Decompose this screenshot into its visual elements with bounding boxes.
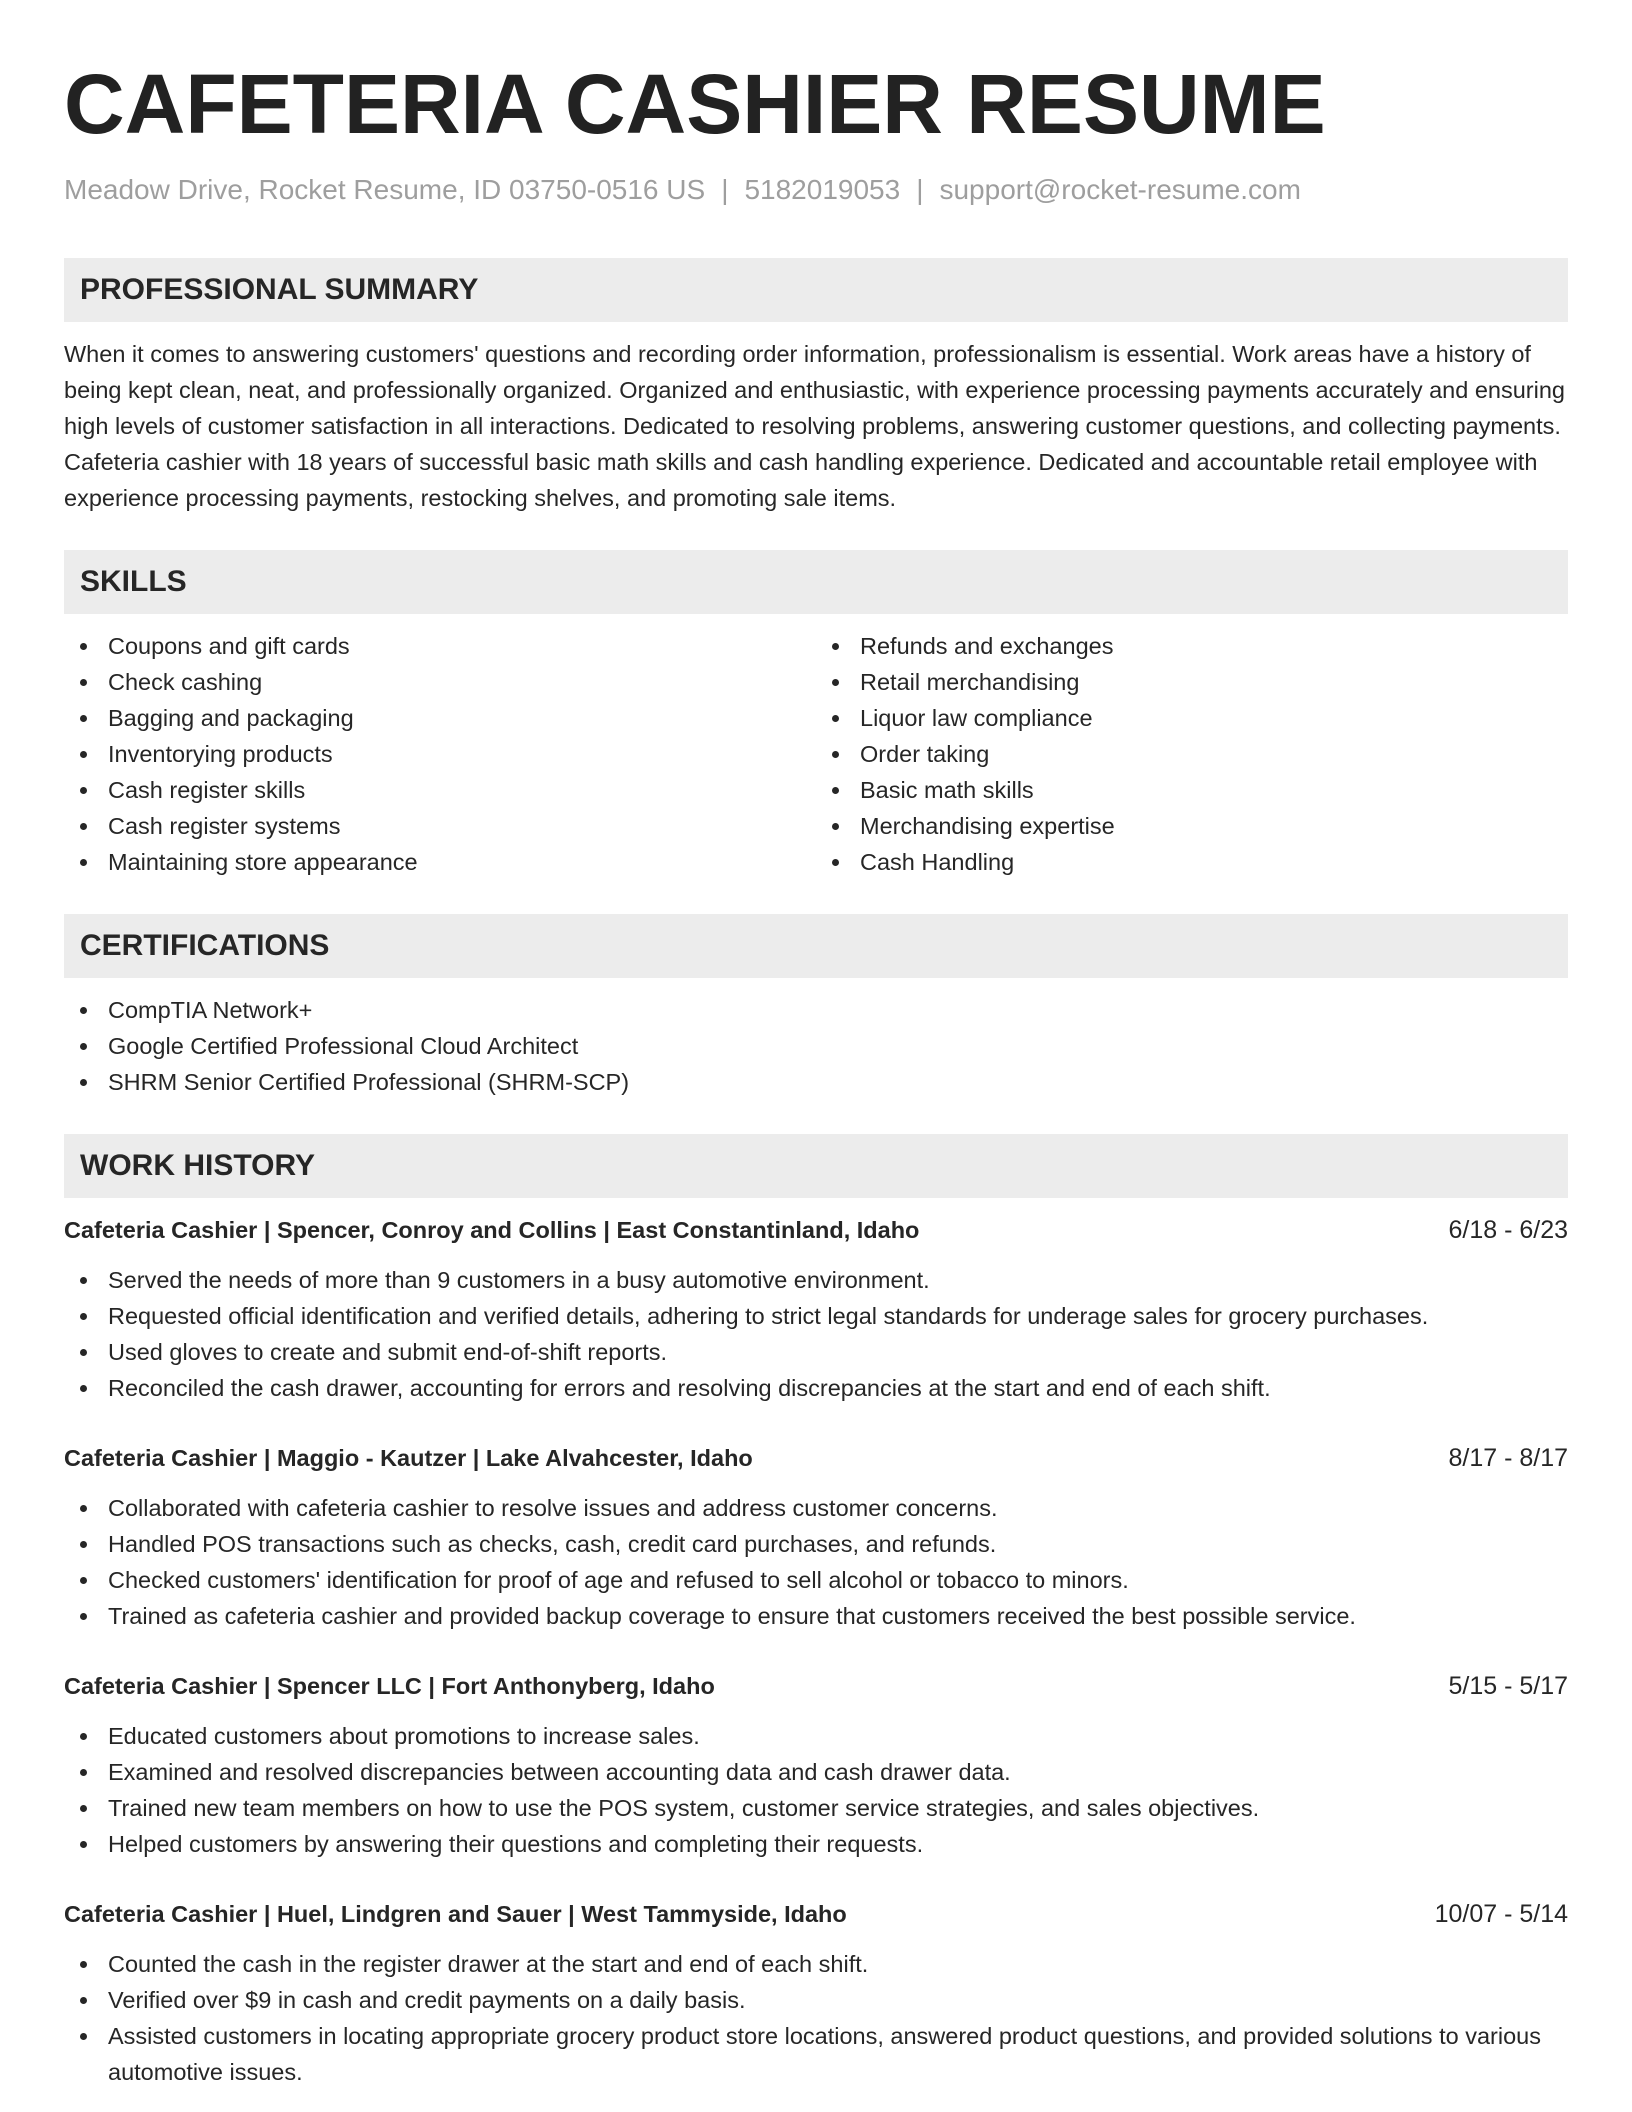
certification-label: Google Certified Professional Cloud Architect: [108, 1033, 579, 1059]
certification-label: SHRM Senior Certified Professional (SHRM-SCP): [108, 1069, 630, 1095]
bullet-icon: [80, 2033, 87, 2040]
skill-label: Merchandising expertise: [860, 813, 1115, 839]
work-history-heading: WORK HISTORY: [64, 1134, 1568, 1198]
contact-phone: 5182019053: [744, 174, 901, 205]
list-item: [64, 700, 816, 736]
bullet-icon: [832, 859, 839, 866]
job-bullet-text: Examined and resolved discrepancies between accounting data and cash drawer data.: [108, 1759, 1011, 1785]
list-item: [64, 1298, 1568, 1334]
bullet-icon: [832, 643, 839, 650]
bullet-icon: [80, 1613, 87, 1620]
list-item: [816, 736, 1568, 772]
list-item: [64, 1790, 1568, 1826]
list-item: [64, 736, 816, 772]
skills-heading: SKILLS: [64, 550, 1568, 614]
bullet-icon: [80, 1841, 87, 1848]
list-item: [64, 1946, 1568, 1982]
skills-list: [64, 628, 1568, 880]
job-bullets: [64, 1490, 1568, 1634]
job-entry: [64, 1212, 1568, 1406]
list-item: [64, 1490, 1568, 1526]
certifications-list: [64, 992, 1568, 1100]
job-dates: 5/15 - 5/17: [1448, 1672, 1568, 1700]
contact-separator: |: [916, 174, 924, 205]
list-item: [64, 1526, 1568, 1562]
job-title: Cafeteria Cashier | Maggio - Kautzer | Lake Alvahcester, Idaho: [64, 1445, 753, 1471]
summary-heading: PROFESSIONAL SUMMARY: [64, 258, 1568, 322]
skill-label: Check cashing: [108, 669, 263, 695]
job-dates: 6/18 - 6/23: [1448, 1216, 1568, 1244]
bullet-icon: [80, 643, 87, 650]
bullet-icon: [80, 1349, 87, 1356]
list-item: [64, 1598, 1568, 1634]
list-item: [816, 664, 1568, 700]
job-entry: [64, 1440, 1568, 1634]
list-item: [64, 1334, 1568, 1370]
job-bullet-text: Collaborated with cafeteria cashier to resolve issues and address customer concerns.: [108, 1495, 998, 1521]
bullet-icon: [80, 1577, 87, 1584]
list-item: [64, 664, 816, 700]
certification-label: CompTIA Network+: [108, 997, 313, 1023]
job-bullet-text: Requested official identification and verified details, adhering to strict legal standards for underage sales for grocery purchases.: [108, 1303, 1429, 1329]
bullet-icon: [80, 1043, 87, 1050]
job-bullet-text: Trained as cafeteria cashier and provided backup coverage to ensure that customers received the best possible service.: [108, 1603, 1356, 1629]
list-item: [64, 1370, 1568, 1406]
list-item: [64, 844, 816, 880]
skill-label: Bagging and packaging: [108, 705, 354, 731]
bullet-icon: [80, 715, 87, 722]
skill-label: Cash Handling: [860, 849, 1015, 875]
bullet-icon: [80, 751, 87, 758]
bullet-icon: [80, 1769, 87, 1776]
job-header: [64, 1440, 1568, 1476]
list-item: [64, 772, 816, 808]
list-item: [816, 628, 1568, 664]
job-bullet-text: Educated customers about promotions to increase sales.: [108, 1723, 700, 1749]
job-header: [64, 1668, 1568, 1704]
skill-label: Basic math skills: [860, 777, 1034, 803]
job-bullet-text: Used gloves to create and submit end-of-shift reports.: [108, 1339, 668, 1365]
job-bullets: [64, 1718, 1568, 1862]
list-item: [64, 1562, 1568, 1598]
skill-label: Order taking: [860, 741, 990, 767]
bullet-icon: [832, 751, 839, 758]
contact-email: support@rocket-resume.com: [939, 174, 1301, 205]
bullet-icon: [80, 1541, 87, 1548]
list-item: [64, 1262, 1568, 1298]
bullet-icon: [832, 715, 839, 722]
skill-label: Coupons and gift cards: [108, 633, 350, 659]
bullet-icon: [80, 1385, 87, 1392]
bullet-icon: [80, 1505, 87, 1512]
bullet-icon: [80, 1277, 87, 1284]
job-header: [64, 1212, 1568, 1248]
bullet-icon: [80, 859, 87, 866]
job-dates: 10/07 - 5/14: [1434, 1900, 1568, 1928]
skill-label: Retail merchandising: [860, 669, 1080, 695]
job-entry: [64, 1668, 1568, 1862]
job-bullets: [64, 1946, 1568, 2090]
job-bullet-text: Handled POS transactions such as checks, cash, credit card purchases, and refunds.: [108, 1531, 997, 1557]
skills-column-left: [64, 628, 816, 880]
job-title: Cafeteria Cashier | Spencer, Conroy and Collins | East Constantinland, Idaho: [64, 1217, 920, 1243]
bullet-icon: [80, 1961, 87, 1968]
bullet-icon: [832, 679, 839, 686]
list-item: [64, 1064, 1568, 1100]
job-bullet-text: Counted the cash in the register drawer at the start and end of each shift.: [108, 1951, 869, 1977]
list-item: [64, 808, 816, 844]
list-item: [816, 700, 1568, 736]
list-item: [64, 1718, 1568, 1754]
bullet-icon: [80, 1313, 87, 1320]
list-item: [64, 628, 816, 664]
list-item: [64, 992, 1568, 1028]
list-item: [64, 1028, 1568, 1064]
bullet-icon: [832, 787, 839, 794]
contact-address: Meadow Drive, Rocket Resume, ID 03750-0516 US: [64, 174, 706, 205]
job-entry: [64, 1896, 1568, 2090]
list-item: [64, 1982, 1568, 2018]
skill-label: Cash register skills: [108, 777, 306, 803]
bullet-icon: [80, 1007, 87, 1014]
job-bullets: [64, 1262, 1568, 1406]
bullet-icon: [80, 787, 87, 794]
bullet-icon: [80, 1997, 87, 2004]
contact-separator: |: [721, 174, 729, 205]
list-item: [64, 1754, 1568, 1790]
certifications-heading: CERTIFICATIONS: [64, 914, 1568, 978]
job-dates: 8/17 - 8/17: [1448, 1444, 1568, 1472]
bullet-icon: [80, 1079, 87, 1086]
job-title: Cafeteria Cashier | Huel, Lindgren and Sauer | West Tammyside, Idaho: [64, 1901, 847, 1927]
job-bullet-text: Helped customers by answering their questions and completing their requests.: [108, 1831, 924, 1857]
skill-label: Refunds and exchanges: [860, 633, 1114, 659]
contact-line: [64, 172, 1568, 208]
skill-label: Liquor law compliance: [860, 705, 1093, 731]
job-header: [64, 1896, 1568, 1932]
list-item: [816, 808, 1568, 844]
list-item: [64, 2018, 1568, 2090]
bullet-icon: [80, 823, 87, 830]
skill-label: Cash register systems: [108, 813, 341, 839]
bullet-icon: [80, 1733, 87, 1740]
skill-label: Inventorying products: [108, 741, 333, 767]
list-item: [816, 844, 1568, 880]
job-bullet-text: Trained new team members on how to use the POS system, customer service strategies, and sales objectives.: [108, 1795, 1260, 1821]
bullet-icon: [80, 679, 87, 686]
job-bullet-text: Assisted customers in locating appropriate grocery product store locations, answered product questions, and provided solutions to various automotive issues.: [108, 2023, 1541, 2085]
job-title: Cafeteria Cashier | Spencer LLC | Fort Anthonyberg, Idaho: [64, 1673, 715, 1699]
bullet-icon: [832, 823, 839, 830]
skills-column-right: [816, 628, 1568, 880]
job-bullet-text: Verified over $9 in cash and credit payments on a daily basis.: [108, 1987, 746, 2013]
list-item: [816, 772, 1568, 808]
skill-label: Maintaining store appearance: [108, 849, 418, 875]
bullet-icon: [80, 1805, 87, 1812]
summary-text: When it comes to answering customers' questions and recording order information, professionalism is essential. Work areas have a history of being kept clean, neat, and professionally organized. Organized and enthusiastic, with experience processing payments accurately and ensuring high levels of customer satisfaction in all interactions. Dedicated to resolving problems, answering customer questions, and collecting payments. Cafeteria cashier with 18 years of successful basic math skills and cash handling experience. Dedicated and accountable retail employee with experience processing payments, restocking shelves, and promoting sale items.: [64, 341, 1565, 511]
job-bullet-text: Served the needs of more than 9 customers in a busy automotive environment.: [108, 1267, 930, 1293]
job-bullet-text: Checked customers' identification for proof of age and refused to sell alcohol or tobacco to minors.: [108, 1567, 1129, 1593]
resume-title: CAFETERIA CASHIER RESUME: [64, 57, 1326, 151]
job-bullet-text: Reconciled the cash drawer, accounting for errors and resolving discrepancies at the start and end of each shift.: [108, 1375, 1271, 1401]
list-item: [64, 1826, 1568, 1862]
